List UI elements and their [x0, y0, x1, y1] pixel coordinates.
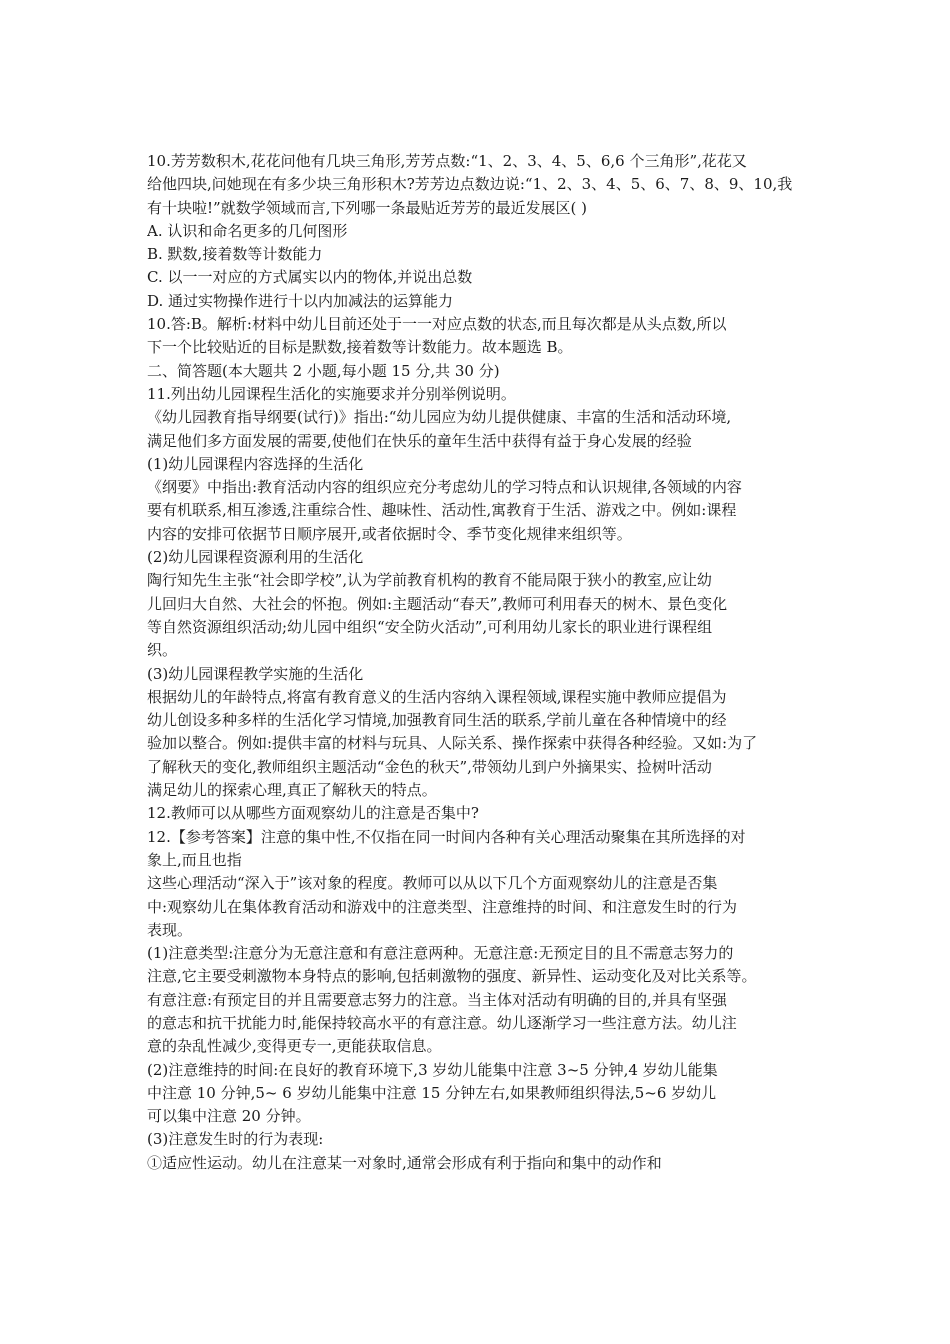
text-line: 陶行知先生主张“社会即学校”,认为学前教育机构的教育不能局限于狭小的教室,应让幼	[147, 571, 712, 590]
text-line: 满足他们多方面发展的需要,使他们在快乐的童年生活中获得有益于身心发展的经验	[147, 431, 692, 450]
text-line: 的意志和抗干扰能力时,能保持较高水平的有意注意。幼儿逐渐学习一些注意方法。幼儿注	[147, 1013, 737, 1032]
text-line: 给他四块,问她现在有多少块三角形积木?芳芳边点数边说:“1、2、3、4、5、6、7、8、9、10,我	[147, 175, 793, 194]
text-line: 12.【参考答案】注意的集中性,不仅指在同一时间内各种有关心理活动聚集在其所选择的对	[147, 827, 746, 846]
text-line: 《纲要》中指出:教育活动内容的组织应充分考虑幼儿的学习特点和认识规律,各领域的内容	[147, 478, 742, 497]
text-line: 注意,它主要受刺激物本身特点的影响,包括刺激物的强度、新异性、运动变化及对比关系等。	[147, 967, 757, 986]
text-line: (2)注意维持的时间:在良好的教育环境下,3 岁幼儿能集中注意 3~5 分钟,4 岁幼儿能集	[147, 1060, 718, 1079]
text-line: 12.教师可以从哪些方面观察幼儿的注意是否集中?	[147, 804, 479, 823]
text-line: 下一个比较贴近的目标是默数,接着数等计数能力。故本题选 B。	[147, 338, 573, 357]
text-line: 这些心理活动“深入于”该对象的程度。教师可以从以下几个方面观察幼儿的注意是否集	[147, 874, 718, 893]
text-line: A. 认识和命名更多的几何图形	[147, 221, 348, 240]
text-line: 意的杂乱性减少,变得更专一,更能获取信息。	[147, 1037, 442, 1056]
text-line: (2)幼儿园课程资源利用的生活化	[147, 548, 364, 567]
text-line: 10.芳芳数积木,花花问他有几块三角形,芳芳点数:“1、2、3、4、5、6,6 个三角形”,花花又	[147, 152, 747, 170]
text-line: B. 默数,接着数等计数能力	[147, 245, 323, 264]
text-line: 等自然资源组织活动;幼儿园中组织“安全防火活动”,可利用幼儿家长的职业进行课程组	[147, 617, 713, 636]
text-line: 满足幼儿的探索心理,真正了解秋天的特点。	[147, 781, 437, 800]
text-line: 根据幼儿的年龄特点,将富有教育意义的生活内容纳入课程领域,课程实施中教师应提倡为	[147, 687, 727, 706]
text-line: 二、简答题(本大题共 2 小题,每小题 15 分,共 30 分)	[147, 361, 500, 380]
document-page	[147, 150, 815, 1175]
text-line: 《幼儿园教育指导纲要(试行)》指出:“幼儿园应为幼儿提供健康、丰富的生活和活动环境,	[147, 408, 732, 427]
text-line: 幼儿创设多种多样的生活化学习情境,加强教育同生活的联系,学前儿童在各种情境中的经	[147, 711, 727, 730]
text-line: 有意注意:有预定目的并且需要意志努力的注意。当主体对活动有明确的目的,并具有坚强	[147, 990, 727, 1009]
text-line: (3)幼儿园课程教学实施的生活化	[147, 664, 364, 683]
text-line: 11.列出幼儿园课程生活化的实施要求并分别举例说明。	[147, 384, 516, 403]
text-line: ①适应性运动。幼儿在注意某一对象时,通常会形成有利于指向和集中的动作和	[147, 1153, 662, 1172]
text-line: 象上,而且也指	[147, 850, 242, 869]
text-line: 要有机联系,相互渗透,注重综合性、趣味性、活动性,寓教育于生活、游戏之中。例如:课程	[147, 501, 737, 520]
text-line: 内容的安排可依据节日顺序展开,或者依据时令、季节变化规律来组织等。	[147, 524, 632, 543]
text-line: C. 以一一对应的方式属实以内的物体,并说出总数	[147, 268, 473, 287]
text-line: 织。	[147, 641, 178, 660]
text-line: 10.答:B。解析:材料中幼儿目前还处于一一对应点数的状态,而且每次都是从头点数,所以	[147, 315, 727, 334]
text-line: (1)幼儿园课程内容选择的生活化	[147, 454, 364, 473]
text-line: 儿回归大自然、大社会的怀抱。例如:主题活动“春天”,教师可利用春天的树木、景色变化	[147, 594, 728, 613]
text-line: D. 通过实物操作进行十以内加减法的运算能力	[147, 291, 454, 310]
text-line: 验加以整合。例如:提供丰富的材料与玩具、人际关系、操作探索中获得各种经验。又如:为了	[147, 734, 758, 753]
text-line: 中注意 10 分钟,5~ 6 岁幼儿能集中注意 15 分钟左右,如果教师组织得法,5~6 岁幼儿	[147, 1083, 717, 1102]
text-line: 了解秋天的变化,教师组织主题活动“金色的秋天”,带领幼儿到户外摘果实、捡树叶活动	[147, 757, 712, 776]
text-line: 可以集中注意 20 分钟。	[147, 1107, 311, 1126]
text-line: 中:观察幼儿在集体教育活动和游戏中的注意类型、注意维持的时间、和注意发生时的行为	[147, 897, 738, 916]
text-line: 有十块啦!”就数学领域而言,下列哪一条最贴近芳芳的最近发展区( )	[147, 198, 587, 217]
text-line: (1)注意类型:注意分为无意注意和有意注意两种。无意注意:无预定目的且不需意志努力的	[147, 944, 734, 963]
text-line: 表现。	[147, 920, 193, 939]
text-line: (3)注意发生时的行为表现:	[147, 1130, 324, 1149]
